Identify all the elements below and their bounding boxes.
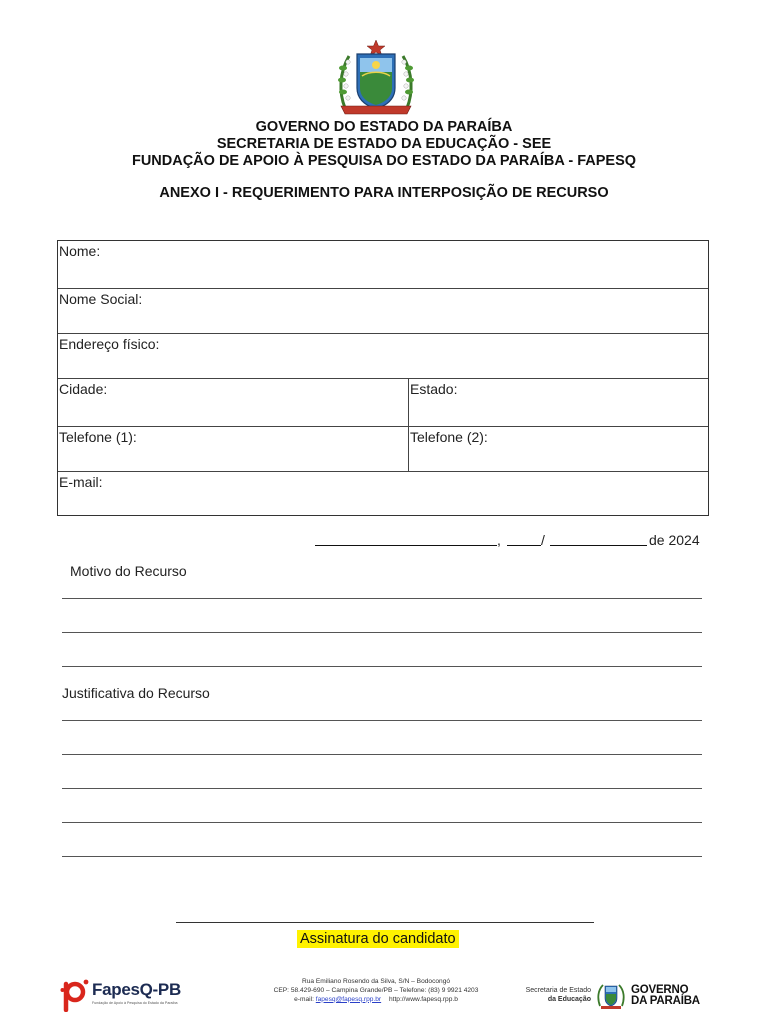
estado-field[interactable] — [408, 379, 708, 426]
applicant-form-table — [57, 240, 709, 516]
governo-line: DA PARAÍBA — [631, 995, 700, 1007]
fapesq-tagline: Fundação de Apoio à Pesquisa do Estado da Paraíba — [92, 1001, 178, 1005]
secretaria-line: da Educação — [547, 996, 591, 1003]
motivo-line[interactable] — [62, 598, 702, 599]
coat-of-arms-icon — [331, 38, 421, 118]
row-nome[interactable] — [58, 241, 708, 289]
telefone2-field[interactable] — [408, 427, 708, 471]
signature-line[interactable] — [176, 922, 594, 923]
footer-website[interactable]: http://www.fapesq.rpp.b — [388, 995, 458, 1003]
fapesq-logo — [60, 978, 195, 1012]
governo-logo — [517, 980, 702, 1012]
justificativa-line[interactable] — [62, 720, 702, 721]
date-slash: / — [541, 532, 545, 548]
telefone1-field[interactable] — [58, 427, 408, 471]
justificativa-line[interactable] — [62, 788, 702, 789]
email-prefix: e-mail: — [294, 995, 314, 1003]
row-telefones — [58, 427, 708, 472]
contact-line — [236, 996, 516, 1005]
header-fundacao: FUNDAÇÃO DE APOIO À PESQUISA DO ESTADO DA PARAÍBA - FAPESQ — [131, 153, 637, 169]
footer-email-link[interactable]: fapesq@fapesq.rpp.br — [315, 995, 382, 1003]
row-nome-social[interactable] — [58, 289, 708, 334]
footer-address — [236, 978, 516, 1004]
date-month-line[interactable] — [550, 545, 647, 546]
paraiba-seal-icon — [597, 982, 625, 1010]
cidade-label: Cidade: — [59, 381, 108, 397]
telefone1-label: Telefone (1): — [59, 429, 137, 445]
telefone2-label: Telefone (2): — [410, 429, 488, 445]
row-cidade-estado — [58, 379, 708, 427]
motivo-line[interactable] — [62, 632, 702, 633]
annex-title: ANEXO I - REQUERIMENTO PARA INTERPOSIÇÃO DE RECURSO — [159, 185, 609, 201]
header-government: GOVERNO DO ESTADO DA PARAÍBA — [255, 119, 513, 135]
secretaria-line: Secretaria de Estado — [525, 987, 591, 994]
governo-text — [631, 985, 700, 1007]
secretaria-text — [517, 986, 591, 1004]
estado-label: Estado: — [410, 381, 458, 397]
nome-label: Nome: — [59, 243, 101, 259]
nome-social-label: Nome Social: — [59, 291, 143, 307]
justificativa-line[interactable] — [62, 754, 702, 755]
justificativa-label: Justificativa do Recurso — [62, 685, 210, 701]
date-comma: , — [497, 532, 501, 548]
address-line: CEP: 58.429-690 – Campina Grande/PB – Telefone: (83) 9 9921 4203 — [273, 986, 479, 994]
cidade-field[interactable] — [58, 379, 408, 426]
justificativa-line[interactable] — [62, 856, 702, 857]
fapesq-symbol-icon — [60, 978, 90, 1012]
email-label: E-mail: — [59, 474, 103, 490]
motivo-label: Motivo do Recurso — [70, 563, 187, 579]
address-line: Rua Emiliano Rosendo da Silva, S/N – Bodocongó — [301, 978, 451, 985]
governo-line: GOVERNO — [631, 984, 689, 996]
row-endereco[interactable] — [58, 334, 708, 379]
row-email[interactable] — [58, 472, 708, 515]
justificativa-line[interactable] — [62, 822, 702, 823]
motivo-line[interactable] — [62, 666, 702, 667]
header-secretaria: SECRETARIA DE ESTADO DA EDUCAÇÃO - SEE — [216, 136, 552, 152]
date-year: de 2024 — [649, 532, 700, 548]
date-day-line[interactable] — [507, 545, 541, 546]
signature-label: Assinatura do candidato — [297, 930, 459, 948]
date-city-line[interactable] — [315, 545, 497, 546]
fapesq-name: FapesQ-PB — [92, 980, 181, 999]
endereco-label: Endereço físico: — [59, 336, 160, 352]
